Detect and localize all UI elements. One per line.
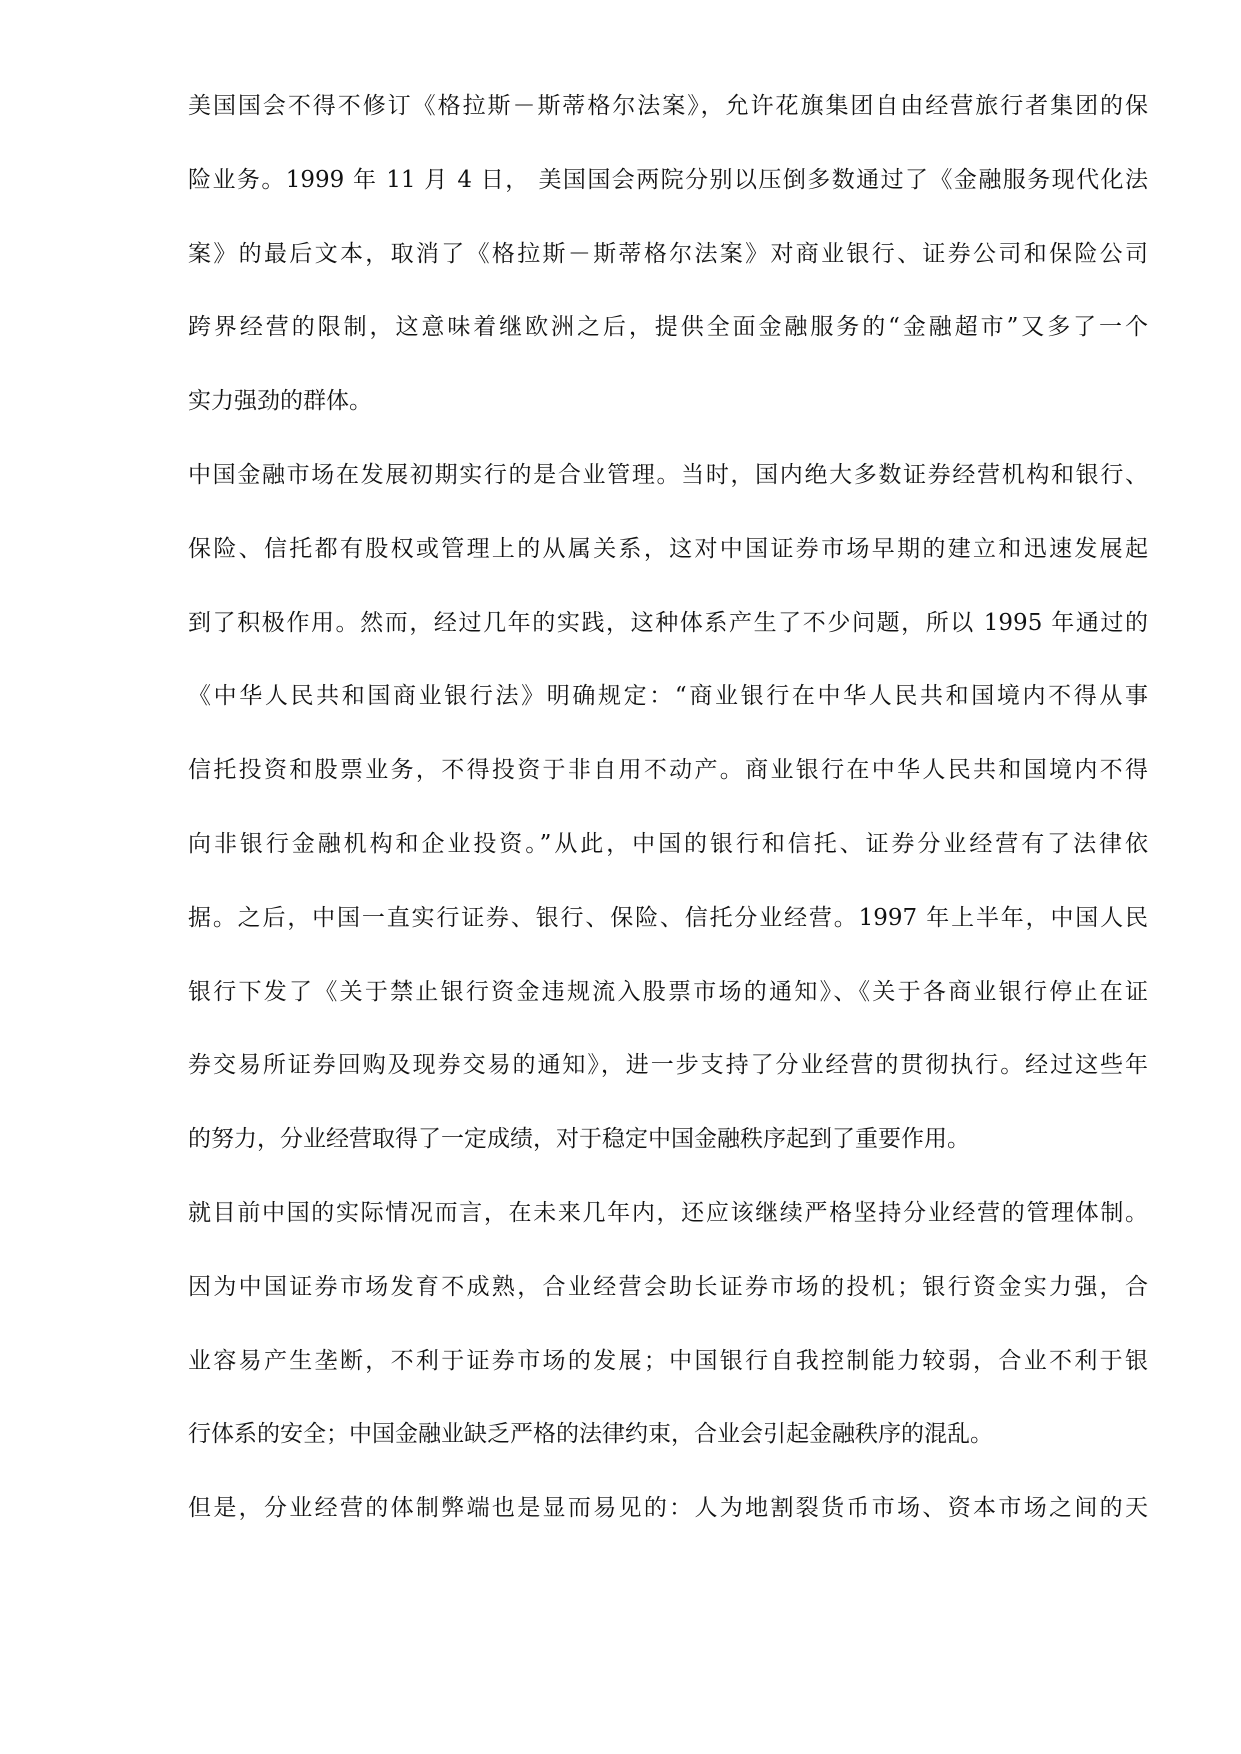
text-line: 保险、信托都有股权或管理上的从属关系，这对中国证券市场早期的建立和迅速发展起 [188, 535, 1148, 562]
text-line: 中国金融市场在发展初期实行的是合业管理。当时，国内绝大多数证券经营机构和银行、 [188, 461, 1148, 488]
text-line: 信托投资和股票业务，不得投资于非自用不动产。商业银行在中华人民共和国境内不得 [188, 757, 1148, 784]
text-line: 到了积极作用。然而，经过几年的实践，这种体系产生了不少问题，所以 1995 年通过的 [188, 609, 1148, 636]
text-line: 因为中国证券市场发育不成熟，合业经营会助长证券市场的投机；银行资金实力强，合 [188, 1273, 1148, 1300]
text-line: 银行下发了《关于禁止银行资金违规流入股票市场的通知》、《关于各商业银行停止在证 [188, 978, 1148, 1005]
text-line: 据。之后，中国一直实行证券、银行、保险、信托分业经营。1997 年上半年，中国人民 [188, 904, 1148, 931]
text-line: 行体系的安全；中国金融业缺乏严格的法律约束，合业会引起金融秩序的混乱。 [188, 1421, 993, 1448]
body-text [188, 70, 1148, 1546]
text-line: 美国国会不得不修订《格拉斯－斯蒂格尔法案》，允许花旗集团自由经营旅行者集团的保 [188, 93, 1148, 119]
text-line: 案》的最后文本，取消了《格拉斯－斯蒂格尔法案》对商业银行、证券公司和保险公司 [188, 240, 1148, 267]
text-line: 险业务。1999 年 11 月 4 日， 美国国会两院分别以压倒多数通过了《金融服务现代化法 [188, 166, 1148, 193]
text-line: 就目前中国的实际情况而言，在未来几年内，还应该继续严格坚持分业经营的管理体制。 [188, 1199, 1148, 1226]
text-line: 的努力，分业经营取得了一定成绩，对于稳定中国金融秩序起到了重要作用。 [188, 1126, 970, 1153]
text-line: 向非银行金融机构和企业投资。”从此，中国的银行和信托、证券分业经营有了法律依 [188, 830, 1148, 857]
text-line: 跨界经营的限制，这意味着继欧洲之后，提供全面金融服务的“金融超市”又多了一个 [188, 314, 1148, 341]
text-line: 实力强劲的群体。 [188, 388, 372, 415]
text-line: 券交易所证券回购及现券交易的通知》，进一步支持了分业经营的贯彻执行。经过这些年 [188, 1052, 1148, 1079]
text-line: 但是，分业经营的体制弊端也是显而易见的：人为地割裂货币市场、资本市场之间的天 [188, 1495, 1148, 1522]
text-line: 业容易产生垄断，不利于证券市场的发展；中国银行自我控制能力较弱，合业不利于银 [188, 1347, 1148, 1374]
text-line: 《中华人民共和国商业银行法》明确规定：“商业银行在中华人民共和国境内不得从事 [188, 683, 1148, 710]
